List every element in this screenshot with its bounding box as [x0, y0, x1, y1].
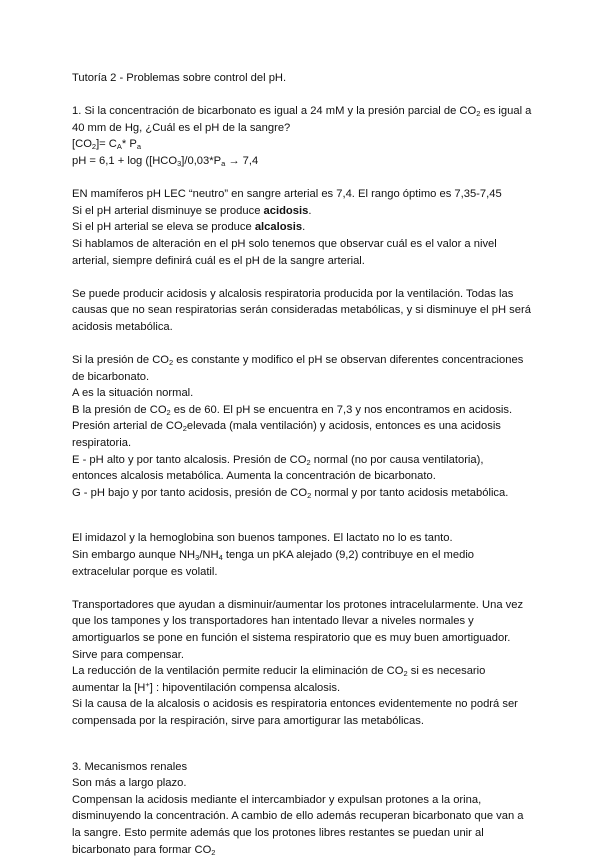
- text-line: compensada por la respiración, sirve para amortigurar las metabólicas.: [72, 714, 424, 727]
- subscript: 2: [211, 847, 216, 857]
- problem-1: [72, 103, 542, 169]
- subscript: 3: [195, 553, 200, 563]
- text-line: respiratoria.: [72, 437, 132, 450]
- text: B la presión de CO: [72, 403, 167, 416]
- text-line: causas que no sean respiratorias serán consideradas metabólicas, y si disminuye el pH será: [72, 304, 531, 317]
- acidosis-bold: acidosis: [263, 204, 309, 217]
- text: [CO: [72, 138, 92, 151]
- text-line: [72, 842, 542, 858]
- text-line: acidosis metabólica.: [72, 320, 173, 333]
- text-line: EN mamíferos pH LEC “neutro” en sangre arterial es 7,4. El rango óptimo es 7,35-7,45: [72, 188, 502, 201]
- text: Presión arterial de CO: [72, 420, 183, 433]
- paragraph-transporters: [72, 597, 542, 730]
- problem-1-line-1: [72, 103, 542, 120]
- text-line: de bicarbonato.: [72, 370, 150, 383]
- paragraph-respiratory: [72, 286, 542, 336]
- text: La reducción de la ventilación permite reducir la eliminación de CO: [72, 665, 404, 678]
- text: es constante y modifico el pH se observan diferentes concentraciones: [173, 354, 524, 367]
- text-line: Se puede producir acidosis y alcalosis respiratoria producida por la ventilación. Todas las: [72, 287, 514, 300]
- text-line: [72, 402, 542, 419]
- text-line: [72, 663, 542, 680]
- text-line: la sangre. Esto permite además que los protones libres restantes se puedan unir al: [72, 826, 484, 839]
- text-line: Si la causa de la alcalosis o acidosis es respiratoria entonces evidentemente no podrá ser: [72, 698, 518, 711]
- text: ]= C: [96, 138, 117, 151]
- text-line: [72, 219, 542, 236]
- paragraph-ph-normal: [72, 186, 542, 269]
- text-line: [72, 680, 542, 697]
- subscript: 2: [306, 457, 311, 467]
- subscript: A: [116, 142, 122, 152]
- text-line: amortiguarlos se pone en función el sistema respiratorio que es muy buen amortiguador.: [72, 632, 511, 644]
- superscript: +: [145, 679, 150, 689]
- text: E - pH alto y por tanto alcalosis. Presión de CO: [72, 453, 307, 466]
- problem-1-line-2: 40 mm de Hg, ¿Cuál es el pH de la sangre?: [72, 121, 291, 134]
- alcalosis-bold: alcalosis: [254, 221, 303, 234]
- subscript: a: [136, 142, 142, 152]
- text: Si la presión de CO: [72, 354, 170, 367]
- text: normal (no por causa ventilatoria),: [310, 453, 484, 466]
- document-page: [72, 70, 542, 858]
- text: bicarbonato para formar CO: [72, 843, 212, 856]
- section-heading: 3. Mecanismos renales: [72, 760, 188, 773]
- text-line: disminuyendo la concentración. A cambio de ello además recuperan bicarbonato que van a: [72, 810, 524, 823]
- subscript: 2: [169, 358, 174, 368]
- subscript: 2: [476, 109, 481, 119]
- subscript: 4: [218, 553, 223, 563]
- text: 1. Si la concentración de bicarbonato es igual a 24 mM y la presión parcial de CO: [72, 105, 477, 118]
- text-line: A es la situación normal.: [72, 387, 194, 400]
- text-line: Compensan la acidosis mediante el intercambiador y expulsan protones a la orina,: [72, 793, 482, 806]
- text-line: [72, 203, 542, 220]
- text: ]/0,03*P: [181, 154, 222, 167]
- text: si es necesario: [407, 665, 486, 678]
- text-line: El imidazol y la hemoglobina son buenos tampones. El lactato no lo es tanto.: [72, 532, 453, 545]
- text: .: [308, 204, 312, 217]
- text: Si el pH arterial disminuye se produce: [72, 204, 264, 217]
- text: Sin embargo aunque NH: [72, 549, 196, 562]
- text-line: entonces alcalosis metabólica. Aumenta la concentración de bicarbonato.: [72, 470, 436, 483]
- text: → 7,4: [225, 154, 259, 167]
- text: .: [302, 221, 306, 234]
- text-line: Si hablamos de alteración en el pH solo tenemos que observar cuál es el valor a nivel: [72, 237, 497, 250]
- text: Si el pH arterial se eleva se produce: [72, 221, 255, 234]
- text-line: Son más a largo plazo.: [72, 777, 187, 790]
- section-renal: [72, 759, 542, 858]
- document-title: Tutoría 2 - Problemas sobre control del pH.: [72, 72, 287, 84]
- text-line: [72, 418, 542, 435]
- text: * P: [121, 138, 137, 151]
- text-line: Transportadores que ayudan a disminuir/aumentar los protones intracelularmente. Una vez: [72, 598, 524, 611]
- formula-ph: [72, 153, 542, 170]
- text: es igual a: [480, 105, 532, 118]
- subscript: 2: [182, 424, 187, 434]
- subscript: 2: [166, 407, 171, 417]
- text: elevada (mala ventilación) y acidosis, entonces es una acidosis: [186, 420, 501, 433]
- subscript: 2: [91, 142, 97, 152]
- text: es de 60. El pH se encuentra en 7,3 y nos encontramos en acidosis.: [170, 403, 513, 416]
- text-line: Sirve para compensar.: [72, 648, 184, 661]
- paragraph-buffers: [72, 530, 542, 580]
- text-line: extracelular porque es volatil.: [72, 565, 218, 578]
- text: /NH: [199, 549, 219, 562]
- text: G - pH bajo y por tanto acidosis, presión de CO: [72, 486, 308, 499]
- text: tenga un pKA alejado (9,2) contribuye en el medio: [222, 549, 475, 562]
- subscript: 3: [177, 158, 182, 168]
- text-line: que los tampones y los transportadores han intentado llevar a niveles normales y: [72, 615, 474, 628]
- text: ] : hipoventilación compensa alcalosis.: [149, 681, 341, 694]
- paragraph-co2-constant: [72, 352, 542, 501]
- text-line: arterial, siempre definirá cuál es el pH de la sangre arterial.: [72, 254, 365, 267]
- subscript: 2: [403, 669, 408, 679]
- text-line: [72, 485, 542, 502]
- text-line: [72, 452, 542, 469]
- text: aumentar la [H: [72, 681, 146, 694]
- subscript: a: [221, 158, 226, 168]
- formula-co2: [72, 136, 542, 153]
- text-line: [72, 352, 542, 369]
- subscript: 2: [307, 490, 312, 500]
- text-line: [72, 547, 542, 564]
- text: normal y por tanto acidosis metabólica.: [311, 486, 509, 499]
- text: pH = 6,1 + log ([HCO: [72, 154, 178, 167]
